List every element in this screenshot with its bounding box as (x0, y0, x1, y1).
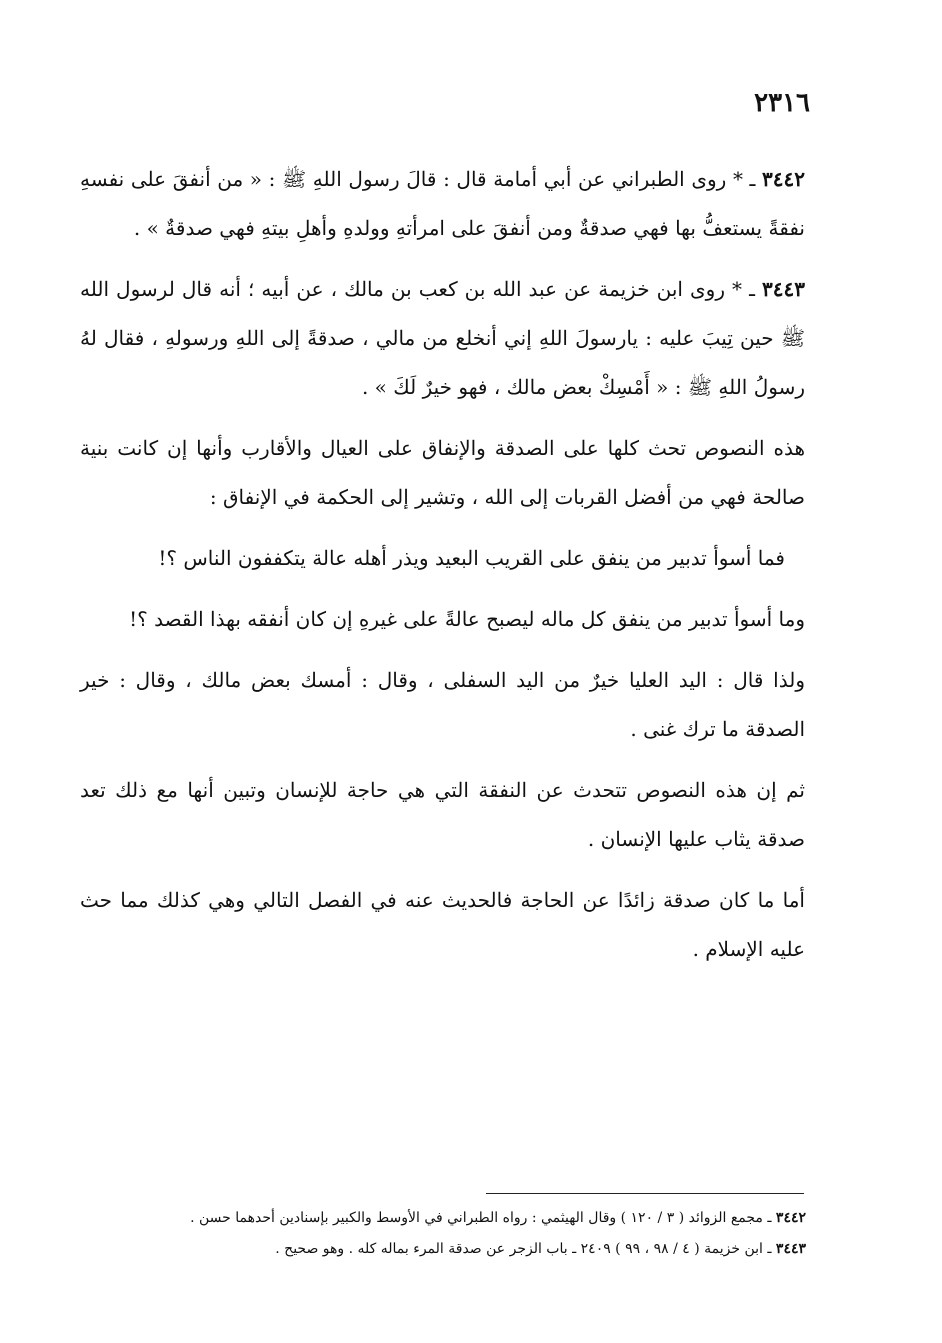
footnote-number: ٣٤٤٢ (775, 1210, 806, 1226)
hadith-paragraph (80, 265, 805, 412)
footnote-divider (486, 1193, 804, 1194)
page-number: ٢٣١٦ (754, 88, 810, 118)
footnote (150, 1234, 806, 1265)
hadith-number: ٣٤٤٢ (762, 167, 805, 191)
commentary-paragraph: ولذا قال : اليد العليا خيرٌ من اليد السفلى ، وقال : أمسك بعض مالك ، وقال : خير الصدقة ما ترك غنى . (80, 668, 805, 741)
hadith-text: ـ * روى ابن خزيمة عن عبد الله بن كعب بن مالك ، عن أبيه ؛ أنه قال لرسول الله ﷺ حين تِيبَ عليه : يارسولَ اللهِ إني أنخلع من مالي ، صدقةً إلى اللهِ ورسولهِ ، فقال لهُ رسولُ اللهِ ﷺ : « أَمْسِكْ بعض مالك ، فهو خيرٌ لَكَ » . (80, 277, 805, 399)
main-text (80, 155, 805, 986)
footnote-text: ـ ابن خزيمة ( ٤ / ٩٨ ، ٩٩ ) ٢٤٠٩ ـ باب الزجر عن صدقة المرء بماله كله . وهو صحيح . (275, 1241, 776, 1257)
footnotes (150, 1203, 806, 1265)
commentary-paragraph: هذه النصوص تحث كلها على الصدقة والإنفاق على العيال والأقارب وأنها إن كانت بنية صالحة فهي من أفضل القربات إلى الله ، وتشير إلى الحكمة في الإنفاق : (80, 436, 805, 509)
commentary-paragraph: ثم إن هذه النصوص تتحدث عن النفقة التي هي حاجة للإنسان وتبين أنها مع ذلك تعد صدقة يثاب عليها الإنسان . (80, 778, 805, 851)
hadith-paragraph (80, 155, 805, 253)
footnote-number: ٣٤٤٣ (775, 1241, 806, 1257)
footnote-text: ـ مجمع الزوائد ( ٣ / ١٢٠ ) وقال الهيثمي : رواه الطبراني في الأوسط والكبير بإسنادين أحدهما حسن . (190, 1210, 776, 1226)
commentary-paragraph: وما أسوأ تدبير من ينفق كل ماله ليصبح عالةً على غيرهِ إن كان أنفقه بهذا القصد ؟! (129, 607, 805, 631)
hadith-number: ٣٤٤٣ (762, 277, 805, 301)
footnote (150, 1203, 806, 1234)
commentary-paragraph: فما أسوأ تدبير من ينفق على القريب البعيد ويذر أهله عالة يتكففون الناس ؟! (158, 546, 785, 570)
hadith-text: ـ * روى الطبراني عن أبي أمامة قال : قالَ رسول اللهِ ﷺ : « من أنفقَ على نفسهِ نفقةً يستعفُّ بها فهي صدقةٌ ومن أنفقَ على امرأتهِ وولدهِ وأهلِ بيتهِ فهي صدقةٌ » . (80, 167, 805, 240)
commentary-paragraph: أما ما كان صدقة زائدًا عن الحاجة فالحديث عنه في الفصل التالي وهي كذلك مما حث عليه الإسلام . (80, 888, 805, 961)
